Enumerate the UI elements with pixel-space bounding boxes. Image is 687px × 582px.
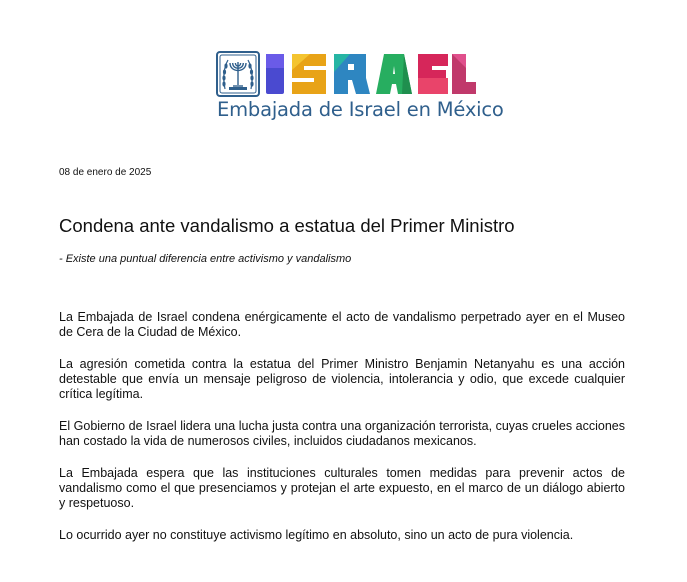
body-paragraph: El Gobierno de Israel lidera una lucha justa contra una organización terrorista, cuyas crueles acciones han costado la vida de numerosos civiles, incluidos ciudadanos mexicanos. <box>59 419 625 448</box>
body-paragraph: La Embajada de Israel condena enérgicamente el acto de vandalismo perpetrado ayer en el Museo de Cera de la Ciudad de México. <box>59 310 625 339</box>
press-release-tagline: - Existe una puntual diferencia entre activismo y vandalismo <box>59 253 352 265</box>
body-paragraph: La agresión cometida contra la estatua del Primer Ministro Benjamin Netanyahu es una acción detestable que envía un mensaje peligroso de violencia, intolerancia y odio, que excede cualquier crítica legítima. <box>59 357 625 401</box>
press-release-title: Condena ante vandalismo a estatua del Primer Ministro <box>59 215 515 236</box>
israel-wordmark-logo <box>266 52 476 96</box>
body-paragraph: La Embajada espera que las instituciones culturales tomen medidas para prevenir actos de vandalismo como el que presenciamos y protejan el arte expuesto, en el marco de un diálogo abierto y respetuoso. <box>59 466 625 510</box>
embassy-name: Embajada de Israel en México <box>217 98 504 121</box>
release-date: 08 de enero de 2025 <box>59 167 152 178</box>
menorah-emblem-icon <box>216 51 260 97</box>
press-release-body <box>59 310 625 560</box>
body-paragraph: Lo ocurrido ayer no constituye activismo legítimo en absoluto, sino un acto de pura violencia. <box>59 528 574 542</box>
embassy-header <box>0 0 687 130</box>
